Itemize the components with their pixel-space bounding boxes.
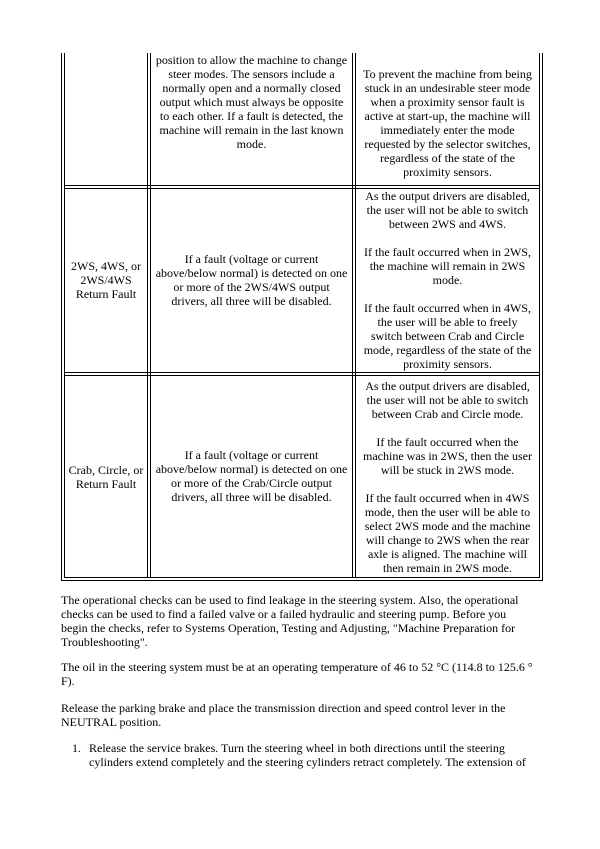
row2-description: If a fault (voltage or current above/below normal) is detected on one or more of the 2WS/4WS output drivers, all three will be disabled. (155, 252, 348, 308)
fault-table (61, 53, 543, 581)
row3-description: If a fault (voltage or current above/below normal) is detected on one or more of the Crab/Circle output drivers, all three will be disabled. (155, 448, 348, 504)
row3-fault-name: Crab, Circle, or Return Fault (68, 463, 144, 491)
row1-description: position to allow the machine to change steer modes. The sensors include a normally open and a normally closed output which must always be opposite to each other. If a fault is detected, the machine will remain in the last known mode. (155, 53, 348, 151)
intro-paragraph: The operational checks can be used to find leakage in the steering system. Also, the operational checks can be used to find a failed valve or a failed hydraulic and steering pump. Before you begin the checks, refer to Systems Operation, Testing and Adjusting, "Machine Preparation for Troubleshooting". (61, 593, 519, 649)
list-item: 1. Release the service brakes. Turn the steering wheel in both directions until the steering cylinders extend completely and the steering cylinders retract completely. The extension of (72, 741, 526, 769)
parking-brake-paragraph: Release the parking brake and place the transmission direction and speed control lever in the NEUTRAL position. (61, 701, 506, 729)
procedure-steps (61, 741, 543, 769)
row2-response: As the output drivers are disabled, the user will not be able to switch between 2WS and 4WS. If the fault occurred when in 2WS, the machine will remain in 2WS mode. If the fault occurred when in 4WS, the user will be able to freely switch between Crab and Circle mode, regardless of the state of the proximity sensors. (363, 189, 532, 371)
row2-fault-name: 2WS, 4WS, or 2WS/4WS Return Fault (71, 259, 141, 301)
row1-response: To prevent the machine from being stuck in an undesirable steer mode when a proximity sensor fault is active at start-up, the machine will immediately enter the mode requested by the selector switches, regardless of the state of the proximity sensors. (363, 67, 532, 179)
oil-temperature-paragraph: The oil in the steering system must be at an operating temperature of 46 to 52 °C (114.8 to 125.6 ° F). (61, 660, 533, 688)
row3-response: As the output drivers are disabled, the user will not be able to switch between Crab and Circle mode. If the fault occurred when the machine was in 2WS, then the user will be stuck in 2WS mode. If the fault occurred when in 4WS mode, then the user will be able to select 2WS mode and the machine will change to 2WS when the rear axle is aligned. The machine will then remain in 2WS mode. (363, 379, 532, 575)
